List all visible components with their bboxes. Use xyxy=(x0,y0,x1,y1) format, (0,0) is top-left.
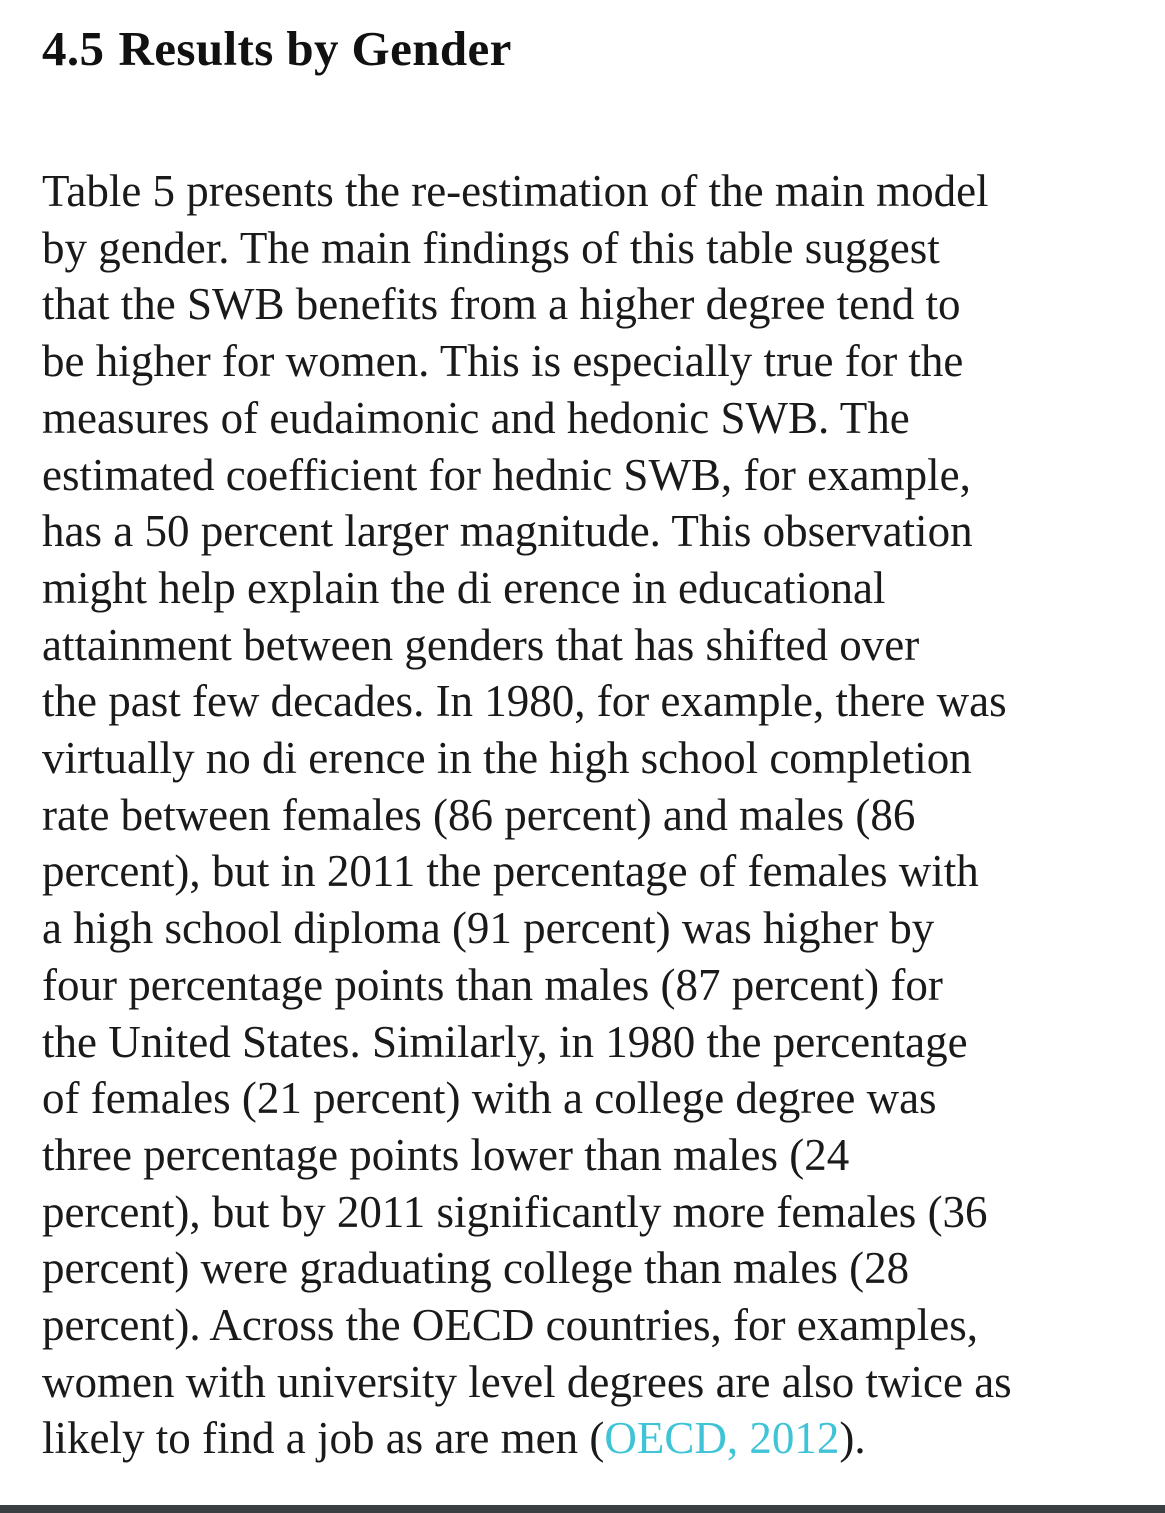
paragraph-line: the United States. Similarly, in 1980 the percentage xyxy=(42,1016,968,1067)
section-heading xyxy=(42,22,512,76)
paragraph-line: be higher for women. This is especially true for the xyxy=(42,336,964,387)
section-title: Results by Gender xyxy=(118,21,512,76)
paragraph-line: attainment between genders that has shifted over xyxy=(42,619,920,670)
paragraph-line: three percentage points lower than males (24 xyxy=(42,1129,850,1180)
paragraph-line: four percentage points than males (87 percent) for xyxy=(42,959,943,1010)
paragraph-line: that the SWB benefits from a higher degree tend to xyxy=(42,279,961,330)
paragraph-line: virtually no di erence in the high school completion xyxy=(42,733,972,784)
citation-link-author[interactable]: OECD xyxy=(604,1413,727,1464)
paragraph-line: Table 5 presents the re-estimation of the main model xyxy=(42,166,989,216)
paragraph-line: percent) were graduating college than males (28 xyxy=(42,1243,910,1294)
paragraph-line: might help explain the di erence in educational xyxy=(42,562,886,613)
paragraph-line: women with university level degrees are also twice as xyxy=(42,1356,1012,1407)
paragraph-line: percent), but by 2011 significantly more females (36 xyxy=(42,1186,988,1237)
bottom-bar xyxy=(0,1505,1165,1513)
section-number: 4.5 xyxy=(42,21,105,76)
paragraph-line: by gender. The main findings of this table suggest xyxy=(42,222,940,273)
paragraph-line: measures of eudaimonic and hedonic SWB. The xyxy=(42,392,910,443)
paragraph-line: a high school diploma (91 percent) was higher by xyxy=(42,903,935,954)
paragraph-line: has a 50 percent larger magnitude. This observation xyxy=(42,506,973,557)
paragraph-line: percent), but in 2011 the percentage of females with xyxy=(42,846,979,897)
paragraph-line: rate between females (86 percent) and males (86 xyxy=(42,789,916,840)
last-line-text: likely to find a job as are men ( xyxy=(42,1413,605,1464)
last-line-suffix: ). xyxy=(839,1413,866,1464)
paragraph-last-line xyxy=(42,1410,1112,1467)
body-paragraph xyxy=(42,163,1112,1467)
paragraph-line: of females (21 percent) with a college degree was xyxy=(42,1073,937,1124)
paragraph-line: estimated coefficient for hednic SWB, for example, xyxy=(42,449,971,500)
citation-separator: , xyxy=(726,1413,750,1464)
paragraph-line: percent). Across the OECD countries, for examples, xyxy=(42,1300,978,1351)
paragraph-line: the past few decades. In 1980, for example, there was xyxy=(42,676,1007,727)
citation-link-year[interactable]: 2012 xyxy=(749,1413,840,1464)
